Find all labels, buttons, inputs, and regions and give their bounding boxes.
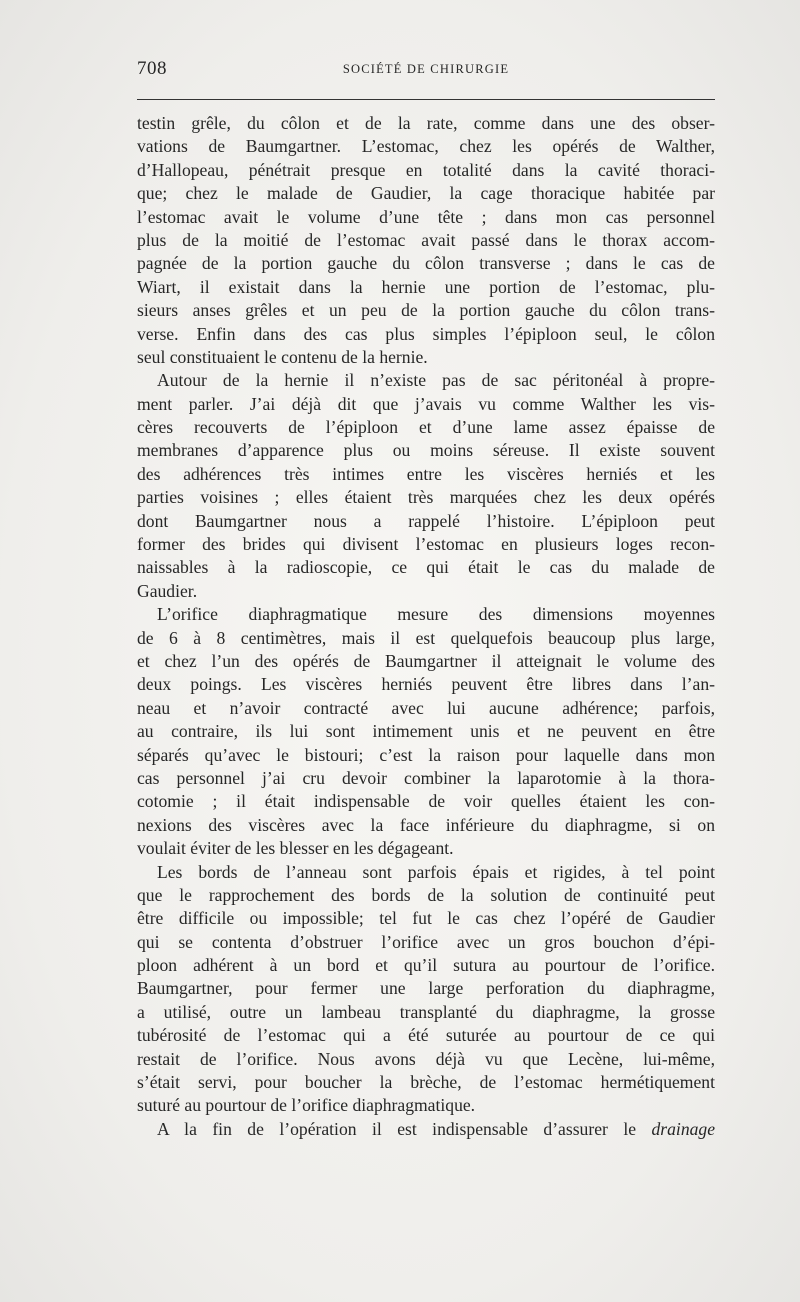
text-line: que le rapprochement des bords de la solution de continuité peut <box>137 884 715 905</box>
running-title: SOCIÉTÉ DE CHIRURGIE <box>342 62 510 76</box>
text-line: Gaudier. <box>137 580 198 601</box>
text-line: Baumgartner, pour fermer une large perforation du diaphragme, <box>137 978 715 999</box>
text-line: naissables à la radioscopie, ce qui était le cas du malade de <box>137 557 715 578</box>
text-line: au contraire, ils lui sont intimement unis et ne peuvent en être <box>137 721 715 742</box>
text-line: cères recouverts de l’épiploon et d’une lame assez épaisse de <box>137 417 715 438</box>
text-line: que; chez le malade de Gaudier, la cage thoracique habitée par <box>137 183 715 204</box>
text-line: s’était servi, pour boucher la brèche, de l’estomac hermétiquement <box>137 1072 715 1093</box>
text-line: cotomie ; il était indispensable de voir quelles étaient les con- <box>137 791 715 812</box>
text-line: nexions des viscères avec la face inférieure du diaphragme, si on <box>137 814 715 835</box>
text-line: suturé au pourtour de l’orifice diaphragmatique. <box>137 1095 476 1116</box>
text-line: L’orifice diaphragmatique mesure des dimensions moyennes <box>157 604 715 625</box>
text-line: restait de l’orifice. Nous avons déjà vu que Lecène, lui-même, <box>137 1048 715 1069</box>
body-text <box>137 112 715 1141</box>
text-line: pagnée de la portion gauche du côlon transverse ; dans le cas de <box>137 253 715 274</box>
text-line: d’Hallopeau, pénétrait presque en totalité dans la cavité thoraci- <box>137 159 715 180</box>
text-line: ment parler. J’ai déjà dit que j’avais vu comme Walther les vis- <box>137 393 715 414</box>
text-line: testin grêle, du côlon et de la rate, comme dans une des obser- <box>137 113 715 133</box>
text-line: dont Baumgartner nous a rappelé l’histoire. L’épiploon peut <box>137 510 715 531</box>
text-line: des adhérences très intimes entre les viscères herniés et les <box>137 463 715 484</box>
text-line: voulait éviter de les blesser en les dégageant. <box>137 838 454 859</box>
page-number: 708 <box>137 58 167 79</box>
text-line: Wiart, il existait dans la hernie une portion de l’estomac, plu- <box>137 276 715 297</box>
text-line: être difficile ou impossible; tel fut le cas chez l’opéré de Gaudier <box>137 908 715 929</box>
text-line: et chez l’un des opérés de Baumgartner il atteignait le volume des <box>137 650 715 671</box>
text-line: tubérosité de l’estomac qui a été suturée au pourtour de ce qui <box>137 1025 715 1046</box>
text-line: de 6 à 8 centimètres, mais il est quelquefois beaucoup plus large, <box>137 627 715 648</box>
text-line: verse. Enfin dans des cas plus simples l’épiploon seul, le côlon <box>137 323 715 344</box>
text-line: l’estomac avait le volume d’une tête ; dans mon cas personnel <box>137 206 715 227</box>
text-line: qui se contenta d’obstruer l’orifice avec un gros bouchon d’épi- <box>137 931 715 952</box>
text-line: neau et n’avoir contracté avec lui aucune adhérence; parfois, <box>137 697 715 718</box>
text-line: seul constituaient le contenu de la hernie. <box>137 346 428 367</box>
text-line: former des brides qui divisent l’estomac en plusieurs loges recon- <box>137 534 715 555</box>
text-line: ploon adhérent à un bord et qu’il sutura au pourtour de l’orifice. <box>137 955 715 976</box>
final-line-text: A la fin de l’opération il est indispensable d’assurer le <box>157 1118 637 1139</box>
text-line: Autour de la hernie il n’existe pas de sac péritonéal à propre- <box>157 370 715 391</box>
text-line: membranes d’apparence plus ou moins séreuse. Il existe souvent <box>137 440 715 461</box>
text-line: séparés qu’avec le bistouri; c’est la raison pour laquelle dans mon <box>137 744 715 765</box>
text-line: a utilisé, outre un lambeau transplanté du diaphragme, la grosse <box>137 1001 715 1022</box>
text-line: parties voisines ; elles étaient très marquées chez les deux opérés <box>137 487 715 508</box>
italic-word: drainage <box>651 1118 716 1139</box>
text-line: sieurs anses grêles et un peu de la portion gauche du côlon trans- <box>137 300 715 321</box>
text-line: Les bords de l’anneau sont parfois épais et rigides, à tel point <box>157 861 715 882</box>
text-line: deux poings. Les viscères herniés peuvent être libres dans l’an- <box>137 674 715 695</box>
header-rule <box>137 99 715 100</box>
text-line-final <box>137 1118 715 1141</box>
text-line: plus de la moitié de l’estomac avait passé dans le thorax accom- <box>137 229 715 250</box>
text-line: vations de Baumgartner. L’estomac, chez les opérés de Walther, <box>137 136 715 157</box>
page-header <box>137 58 715 86</box>
text-line: cas personnel j’ai cru devoir combiner la laparotomie à la thora- <box>137 767 715 788</box>
